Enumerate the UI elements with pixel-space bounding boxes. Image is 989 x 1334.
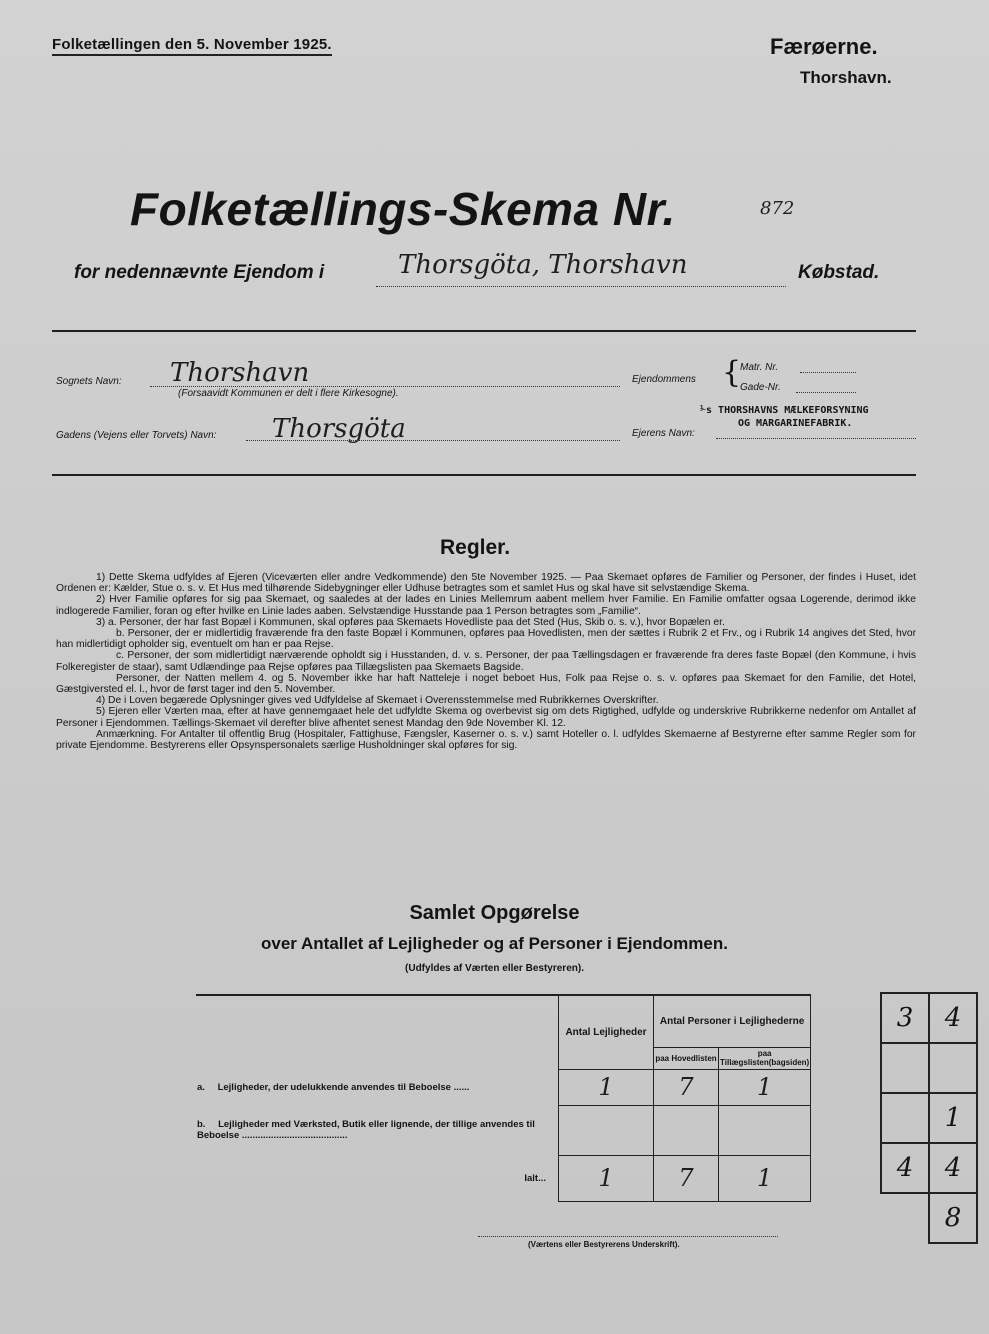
row-a-apartments: 1 xyxy=(559,1069,654,1105)
rule-3b: b. Personer, der er midlertidig fraværende fra den faste Bopæl i Kommunen, opføres paa Hovedlisten, men der sættes i Rubrik 2 et Frv., og i Rubrik 14 angives det Sted, hvor han midlertidigt opholder sig, eventuelt om han er paa Rejse. xyxy=(56,628,916,651)
street-dotted-line xyxy=(246,440,620,441)
rules-text xyxy=(56,572,916,751)
row-a-text: Lejligheder, der udelukkende anvendes til Beboelse ...... xyxy=(217,1081,470,1093)
parish-value: Thorshavn xyxy=(170,358,310,388)
margin-tally-grid xyxy=(880,992,978,1244)
form-number: 872 xyxy=(760,198,795,219)
table-row xyxy=(196,1155,811,1201)
tally-cell: 4 xyxy=(929,1143,977,1193)
tally-cell: 3 xyxy=(881,993,929,1043)
row-a-main: 7 xyxy=(654,1069,719,1105)
total-label: Ialt... xyxy=(524,1172,546,1184)
parish-dotted-line xyxy=(150,386,620,387)
summary-heading: Samlet Opgørelse xyxy=(409,902,580,924)
tally-cell: 4 xyxy=(929,993,977,1043)
rule-1: 1) Dette Skema udfyldes af Ejeren (Viceværten eller andre Vedkommende) den 5te November 1925. — Paa Skemaet opføres de Familier og Personer, der findes i Huset, idet Ordenen er: Kælder, Stue o. s. v. Et Hus med tilhørende Sidebygninger eller Udhuse betragtes som et samlet Hus og skal have sit selvstændige Skema. xyxy=(56,572,916,595)
col-header-apartments: Antal Lejligheder xyxy=(559,995,654,1069)
total-supplement: 1 xyxy=(719,1155,811,1201)
col-header-supplement-list: paa Tillægslisten(bagsiden) xyxy=(720,1049,810,1067)
rule-3d: Personer, der Natten mellem 4. og 5. November ikke har haft Natteleje i noget beboet Hus, Folk paa Rejse o. s. v. opføres paa Skemaet for den Familie, det Hotel, Gæstgiversted el. l., hvor de først tager ind den 5. November. xyxy=(56,672,916,696)
row-b-text: Lejligheder med Værksted, Butik eller lignende, der tillige anvendes til Beboelse ........................................ xyxy=(197,1119,535,1141)
owner-stamp-line2: OG MARGARINEFABRIK. xyxy=(738,418,853,429)
signature-line xyxy=(478,1236,778,1237)
col-header-persons: Antal Personer i Lejlighederne xyxy=(654,995,811,1047)
owner-label: Ejerens Navn: xyxy=(632,428,695,439)
property-location-label: for nedennævnte Ejendom i xyxy=(74,262,325,283)
row-b-marker: b. xyxy=(197,1119,206,1130)
row-b-supplement xyxy=(719,1105,811,1155)
form-title: Folketællings-Skema Nr. xyxy=(130,183,676,235)
tally-cell: 8 xyxy=(929,1193,977,1243)
rule-3a: 3) a. Personer, der har fast Bopæl i Kommunen, skal opføres paa Skemaets Hovedliste paa det Sted (Hus, Skib o. s. v.), hvor Bopælen er. xyxy=(96,616,725,628)
owner-dotted-line xyxy=(716,438,916,439)
signature-caption: (Værtens eller Bestyrerens Underskrift). xyxy=(528,1240,680,1249)
kobstad-label: Købstad. xyxy=(798,262,880,283)
property-label: Ejendommens xyxy=(632,374,696,385)
row-a-supplement: 1 xyxy=(719,1069,811,1105)
gade-nr-label: Gade-Nr. xyxy=(740,382,781,393)
property-location-value: Thorsgöta, Thorshavn xyxy=(398,250,688,280)
rule-3c: c. Personer, der som midlertidigt nærværende opholdt sig i Husstanden, d. v. s. Personer, der paa Tællingsdagen er fraværende fra deres faste Bopæl (den Kommune, i hvis Folkeregister de staar), samt Udlændinge paa Rejse opføres paa Tillægslisten paa Skemaets Bagside. xyxy=(56,650,916,673)
tally-cell xyxy=(881,1093,929,1143)
rule-2: 2) Hver Familie opføres for sig paa Skemaet, og saaledes at der lades en Linies Mellemrum aabent mellem hver Familie. En Familie omfatter ogsaa Logerende, derimod ikke indlogerede Familier, foran og efter hvilke en Linie lades aaben. Selvstændige Husstande paa 1 Person betragtes som „Familie“. xyxy=(56,594,916,617)
total-main: 7 xyxy=(654,1155,719,1201)
table-row xyxy=(196,1069,811,1105)
rule-4: 4) De i Loven begærede Oplysninger gives ved Udfyldelse af Skemaet i Overensstemmelse med Rubrikkernes Overskrifter. xyxy=(96,695,659,707)
street-value: Thorsgöta xyxy=(272,414,406,444)
census-date-header: Folketællingen den 5. November 1925. xyxy=(52,36,332,56)
tally-cell: 4 xyxy=(881,1143,929,1193)
street-label: Gadens (Vejens eller Torvets) Navn: xyxy=(56,430,217,441)
tally-cell xyxy=(881,1193,929,1243)
rule-note: Anmærkning. For Antalter til offentlig Brug (Hospitaler, Fattighuse, Fængsler, Kaserner o. s. v.) samt Hoteller o. l. udfyldes Skemaerne af Bestyrerne efter samme Regler som for private Ejendomme. Bestyrerens eller Opsynspersonalets særlige Husholdninger skal opføres for sig. xyxy=(56,728,916,752)
location-dotted-line xyxy=(376,286,786,287)
divider-top xyxy=(52,330,916,332)
rules-heading: Regler. xyxy=(440,536,511,559)
divider-mid xyxy=(52,474,916,476)
gade-nr-dotted-line xyxy=(796,392,856,393)
region-header: Færøerne. xyxy=(770,34,878,59)
total-apartments: 1 xyxy=(559,1155,654,1201)
tally-cell: 1 xyxy=(929,1093,977,1143)
city-header: Thorshavn. xyxy=(800,68,892,87)
tally-cell xyxy=(881,1043,929,1093)
summary-subheading: over Antallet af Lejligheder og af Personer i Ejendommen. xyxy=(261,934,728,953)
matr-label: Matr. Nr. xyxy=(740,362,779,373)
row-b-apartments xyxy=(559,1105,654,1155)
parish-note: (Forsaavidt Kommunen er delt i flere Kirkesogne). xyxy=(178,388,399,399)
summary-note: (Udfyldes af Værten eller Bestyreren). xyxy=(405,963,584,974)
owner-stamp-line1: ⅟s THORSHAVNS MÆLKEFORSYNING xyxy=(700,405,869,416)
property-brace: { xyxy=(722,355,742,390)
parish-label: Sognets Navn: xyxy=(56,376,122,387)
summary-table xyxy=(196,994,811,1202)
rule-5: 5) Ejeren eller Værten maa, efter at have gennemgaaet hele det udfyldte Skema og overbevist sig om dets Rigtighed, udfylde og underskrive Rubrikkerne nedenfor om Antallet af Personer i Ejendommen. Tællings-Skemaet vil derefter blive afhentet senest Mandag den 9de November Kl. 12. xyxy=(56,706,916,729)
row-b-main xyxy=(654,1105,719,1155)
tally-cell xyxy=(929,1043,977,1093)
matr-dotted-line xyxy=(800,372,856,373)
table-row xyxy=(196,1105,811,1155)
row-a-marker: a. xyxy=(197,1081,205,1093)
col-header-main-list: paa Hovedlisten xyxy=(654,1047,719,1069)
